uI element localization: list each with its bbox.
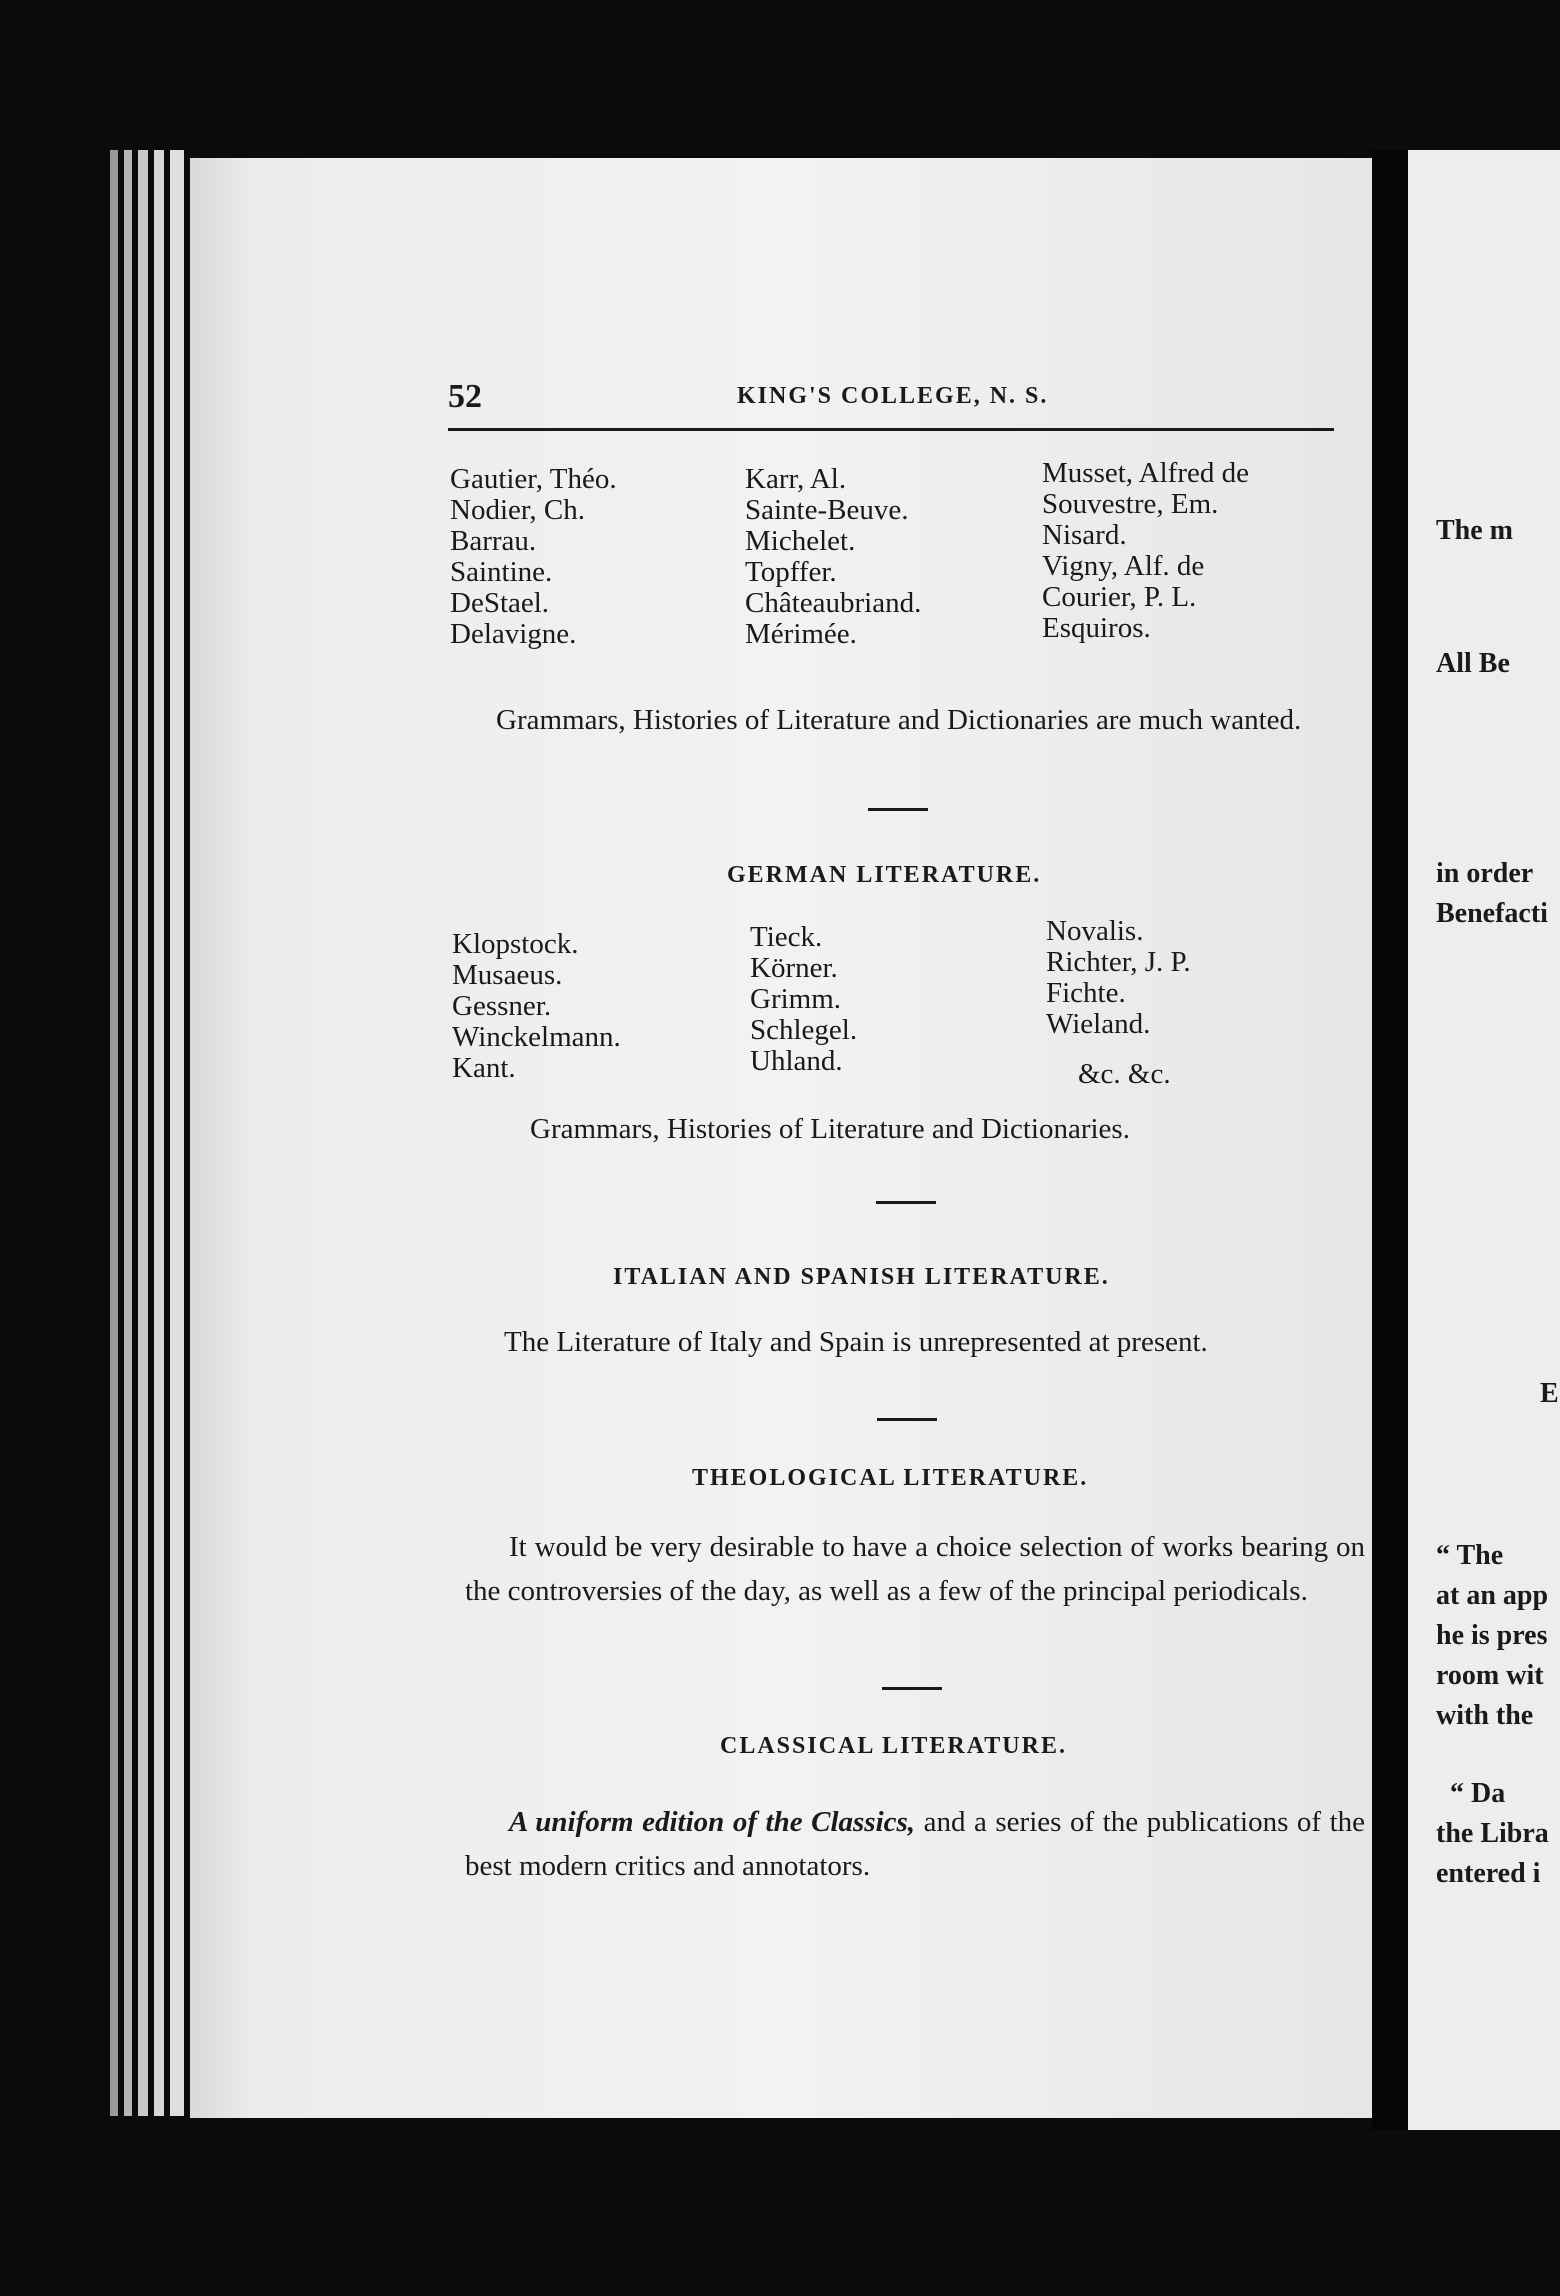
author-name: Châteaubriand. <box>745 587 922 619</box>
section-rule <box>868 808 928 811</box>
facing-fragment: Benefacti <box>1436 898 1548 929</box>
facing-fragment: room wit <box>1436 1660 1544 1691</box>
author-name: Tieck. <box>750 921 823 953</box>
author-name: Klopstock. <box>452 928 579 960</box>
french-authors-column-2 <box>745 464 921 650</box>
author-name: Souvestre, Em. <box>1042 488 1219 520</box>
page-edge <box>124 150 132 2116</box>
author-name: Courier, P. L. <box>1042 581 1197 613</box>
facing-fragment: All Be <box>1436 648 1510 679</box>
author-name: Musset, Alfred de <box>1042 457 1249 489</box>
theological-heading: THEOLOGICAL LITERATURE. <box>692 1465 1089 1491</box>
facing-fragment: “ Da <box>1450 1778 1506 1809</box>
author-name: Karr, Al. <box>745 463 847 495</box>
italian-spanish-heading: ITALIAN AND SPANISH LITERATURE. <box>613 1264 1110 1290</box>
facing-fragment: the Libra <box>1436 1818 1549 1849</box>
author-name: Nisard. <box>1042 519 1127 551</box>
german-authors-column-3 <box>1046 916 1191 1040</box>
author-name: Michelet. <box>745 525 856 557</box>
author-name: Saintine. <box>450 556 553 588</box>
classical-text <box>465 1800 1365 1888</box>
classical-heading: CLASSICAL LITERATURE. <box>720 1733 1067 1759</box>
author-name: Topffer. <box>745 556 837 588</box>
german-heading: GERMAN LITERATURE. <box>727 862 1042 888</box>
french-authors-column-1 <box>450 464 617 650</box>
section-rule <box>877 1418 937 1421</box>
author-name: Sainte-Beuve. <box>745 494 909 526</box>
facing-fragment: with the <box>1436 1700 1534 1731</box>
author-name: Barrau. <box>450 525 537 557</box>
classical-text-emphasis: A uniform edition of the Classics, <box>509 1806 916 1838</box>
italian-spanish-text: The Literature of Italy and Spain is unrepresented at present. <box>504 1326 1208 1358</box>
french-authors-column-3 <box>1042 458 1249 644</box>
author-name: Fichte. <box>1046 977 1126 1009</box>
author-name: Kant. <box>452 1052 516 1084</box>
facing-page <box>1408 150 1560 2130</box>
facing-fragment: “ The <box>1436 1540 1504 1571</box>
author-name: Körner. <box>750 952 838 984</box>
author-name: Winckelmann. <box>452 1021 621 1053</box>
facing-fragment: entered i <box>1436 1858 1541 1889</box>
header-rule <box>448 428 1334 431</box>
author-name: Uhland. <box>750 1045 843 1077</box>
author-name: Gessner. <box>452 990 552 1022</box>
author-name: Wieland. <box>1046 1008 1151 1040</box>
section-rule <box>876 1201 936 1204</box>
author-name: Grimm. <box>750 983 842 1015</box>
author-name: Novalis. <box>1046 915 1144 947</box>
german-authors-column-1 <box>452 929 621 1084</box>
author-name: Vigny, Alf. de <box>1042 550 1205 582</box>
facing-fragment: in order <box>1436 858 1534 889</box>
facing-fragment: he is pres <box>1436 1620 1548 1651</box>
etcetera: &c. &c. <box>1078 1058 1171 1090</box>
page-edge <box>154 150 164 2116</box>
author-name: Nodier, Ch. <box>450 494 585 526</box>
author-name: Richter, J. P. <box>1046 946 1191 978</box>
author-name: Schlegel. <box>750 1014 858 1046</box>
german-authors-column-2 <box>750 922 857 1077</box>
author-name: Esquiros. <box>1042 612 1151 644</box>
author-name: Delavigne. <box>450 618 577 650</box>
author-name: DeStael. <box>450 587 550 619</box>
page-number: 52 <box>448 378 482 415</box>
author-name: Gautier, Théo. <box>450 463 617 495</box>
author-name: Mérimée. <box>745 618 857 650</box>
page-edge <box>138 150 148 2116</box>
gutter-divider <box>1372 150 1408 2130</box>
facing-fragment: at an app <box>1436 1580 1549 1611</box>
running-head-title: KING'S COLLEGE, N. S. <box>737 383 1049 409</box>
page-edge <box>170 150 184 2116</box>
page-edge <box>110 150 118 2116</box>
facing-fragment: E <box>1540 1378 1559 1409</box>
french-note: Grammars, Histories of Literature and Dictionaries are much wanted. <box>496 704 1302 736</box>
section-rule <box>882 1687 942 1690</box>
classical-text-rest: and a series of the publications of the best modern critics and annotators. <box>465 1806 1365 1882</box>
theological-text: It would be very desirable to have a choice selection of works bearing on the controversies of the day, as well as a few of the principal periodicals. <box>465 1531 1365 1607</box>
author-name: Musaeus. <box>452 959 563 991</box>
german-note: Grammars, Histories of Literature and Dictionaries. <box>530 1113 1130 1145</box>
facing-fragment: The m <box>1436 515 1513 546</box>
